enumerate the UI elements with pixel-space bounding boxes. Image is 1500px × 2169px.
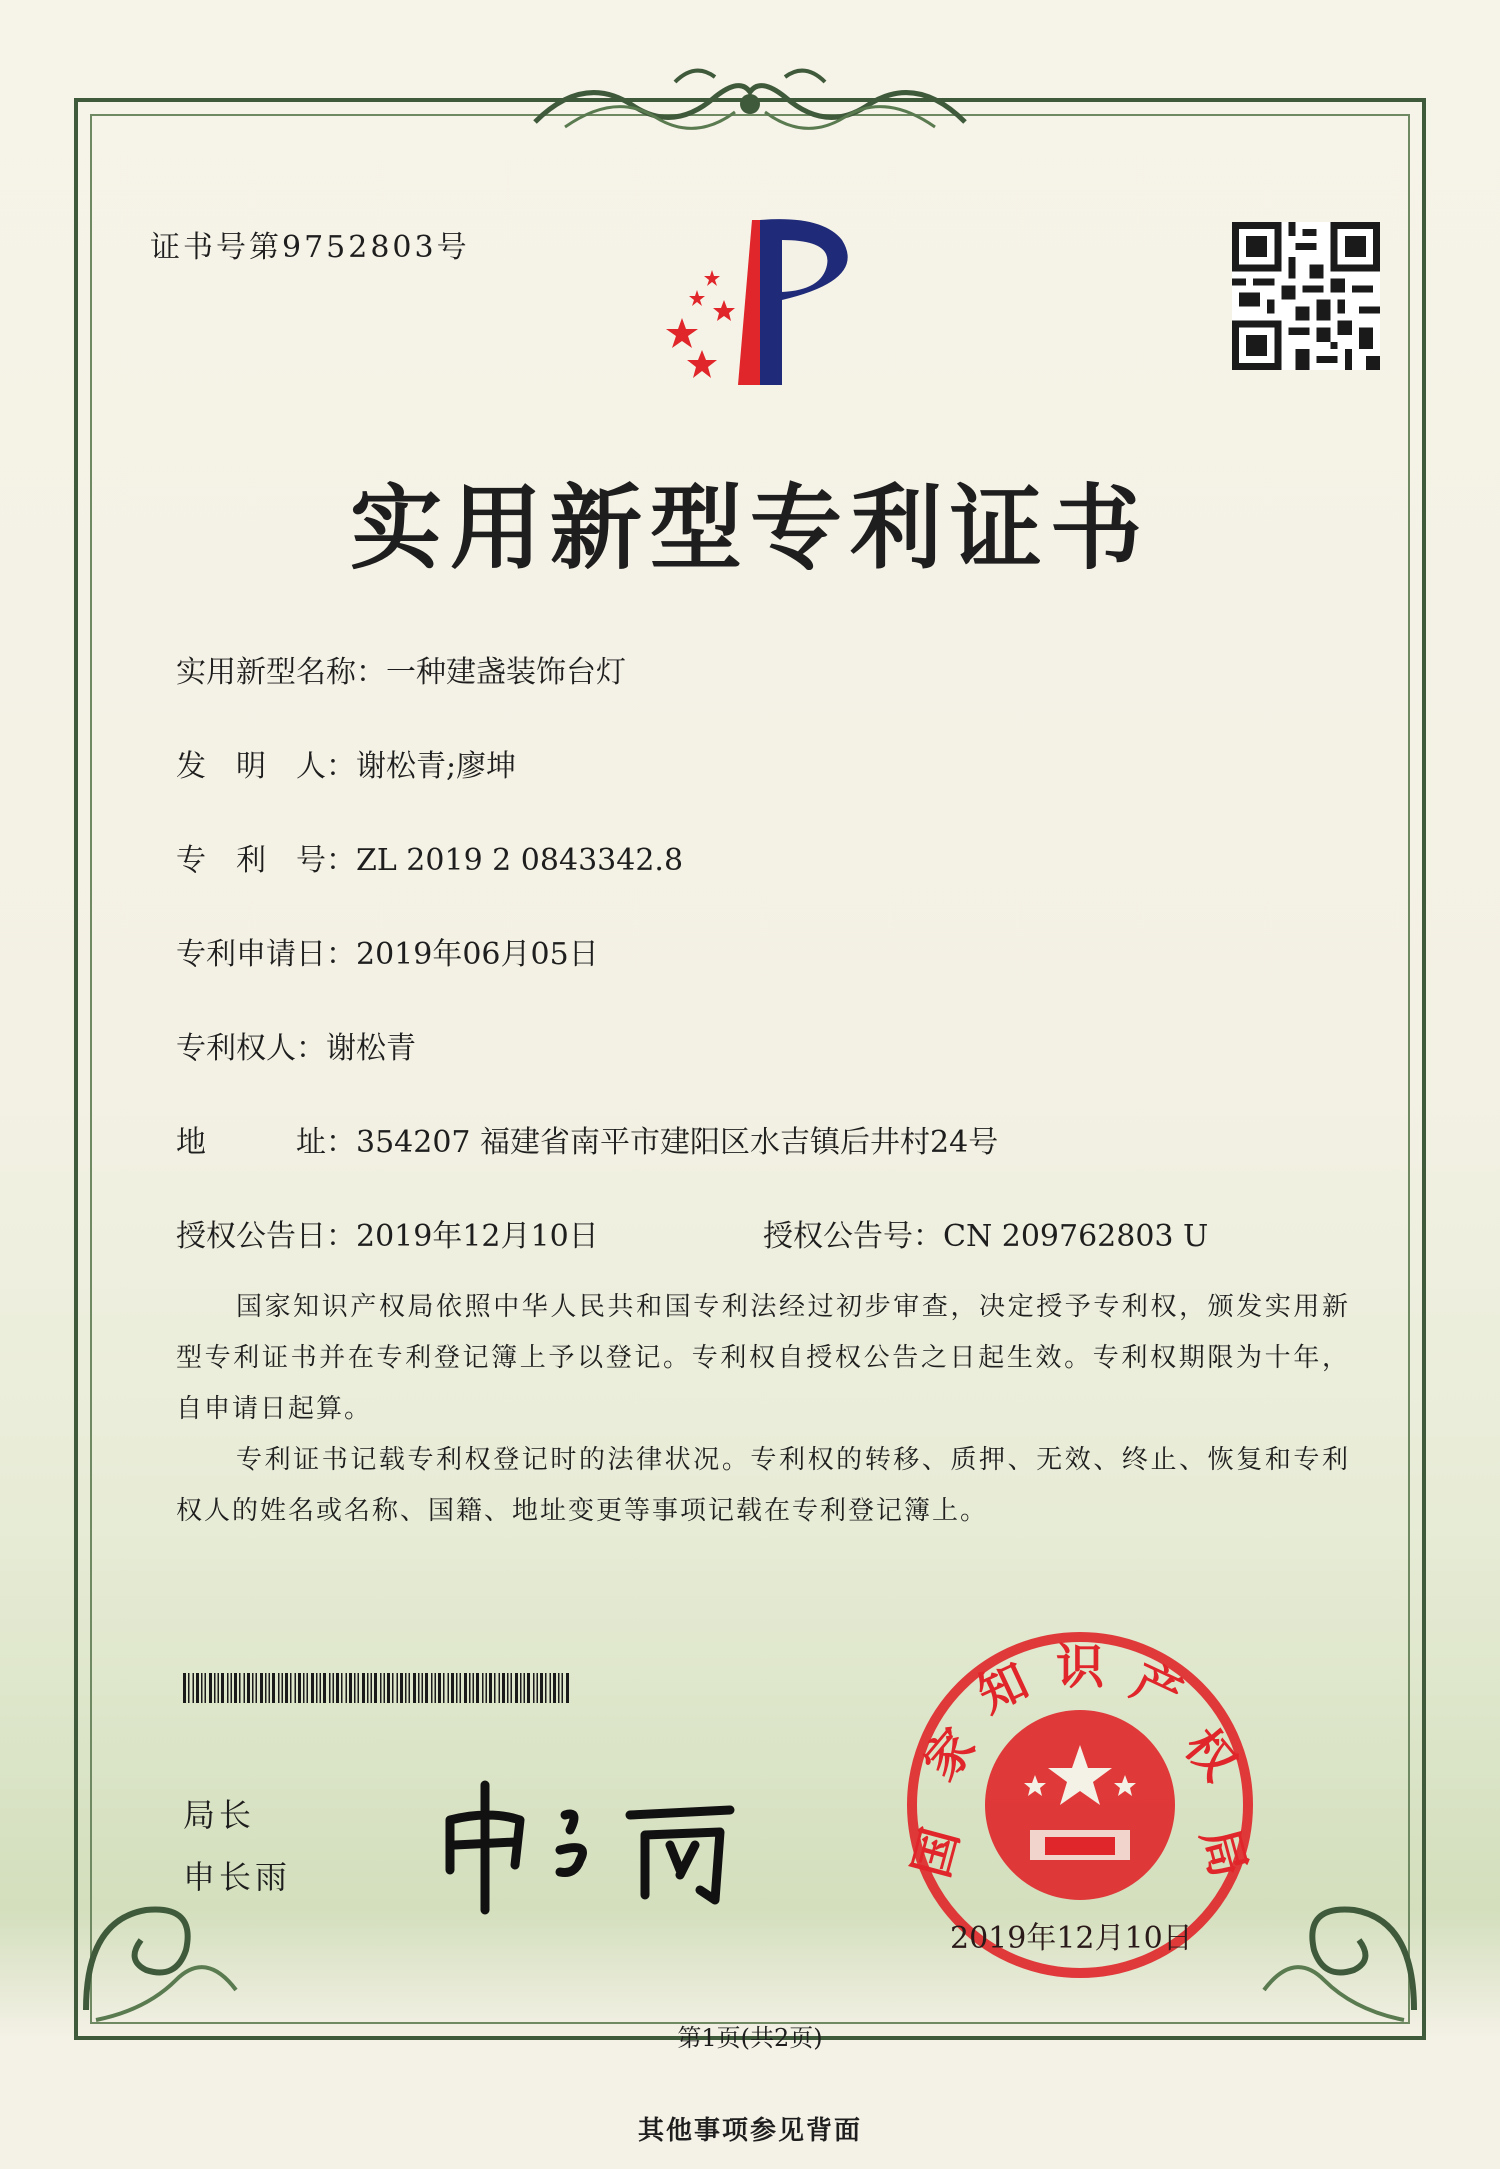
certificate-title: 实用新型专利证书 (349, 474, 1150, 582)
page-number: 第1页(共2页) (677, 2024, 823, 2052)
field-value: 2019年12月10日 (356, 1219, 599, 1254)
field-label: 发 明 人： (176, 749, 356, 784)
footer-note: 其他事项参见背面 (637, 2116, 862, 2146)
svg-text:局: 局 (1190, 1822, 1257, 1884)
cnipa-logo-icon (642, 210, 878, 390)
patentee-row (176, 1023, 416, 1067)
barcode-icon (183, 1673, 573, 1703)
field-value: 354207 福建省南平市建阳区水吉镇后井村24号 (356, 1125, 999, 1160)
svg-text:产: 产 (1123, 1652, 1191, 1725)
address-row (176, 1117, 998, 1161)
body-paragraph: 专利证书记载专利权登记时的法律状况。专利权的转移、质押、无效、终止、恢复和专利权人的姓名或名称、国籍、地址变更等事项记载在专利登记簿上。 (176, 1445, 1350, 1526)
field-label: 授权公告日： (176, 1219, 356, 1254)
qr-code-icon (1232, 220, 1380, 372)
patent-number-row (176, 835, 683, 879)
field-label: 授权公告号： (763, 1219, 943, 1254)
field-label: 专利权人： (176, 1031, 326, 1066)
body-paragraph: 国家知识产权局依照中华人民共和国专利法经过初步审查，决定授予专利权，颁发实用新型专利证书并在专利登记簿上予以登记。专利权自授权公告之日起生效。专利权期限为十年，自申请日起算。 (176, 1292, 1350, 1424)
field-value: 2019年06月05日 (356, 937, 599, 972)
svg-text:权: 权 (1173, 1718, 1248, 1792)
field-value: CN 209762803 U (943, 1219, 1209, 1254)
director-name: 申长雨 (183, 1858, 292, 1896)
field-label: 实用新型名称： (176, 655, 386, 690)
field-value: ZL 2019 2 0843342.8 (356, 843, 684, 878)
certificate-number: 证书号第9752803号 (150, 230, 470, 265)
grant-date-row (176, 1211, 599, 1255)
field-label: 专 利 号： (176, 843, 356, 878)
svg-text:识: 识 (1055, 1639, 1105, 1695)
corner-ornament-icon (1234, 1830, 1434, 2030)
field-value: 谢松青;廖坤 (356, 749, 517, 784)
svg-text:国: 国 (903, 1822, 970, 1884)
filing-date-row (176, 929, 599, 973)
field-value: 谢松青 (326, 1031, 416, 1066)
field-label: 地 址： (176, 1125, 356, 1160)
director-signature (430, 1760, 770, 1920)
inventor-row (176, 741, 516, 785)
svg-text:家: 家 (912, 1718, 987, 1792)
utility-model-name-row (176, 647, 626, 691)
field-value: 一种建盏装饰台灯 (386, 655, 626, 690)
publication-number-row (763, 1211, 1208, 1255)
director-title: 局长 (183, 1796, 256, 1834)
seal-date: 2019年12月10日 (950, 1921, 1193, 1956)
svg-text:知: 知 (969, 1652, 1037, 1725)
top-ornament-icon (525, 52, 975, 152)
field-label: 专利申请日： (176, 937, 356, 972)
